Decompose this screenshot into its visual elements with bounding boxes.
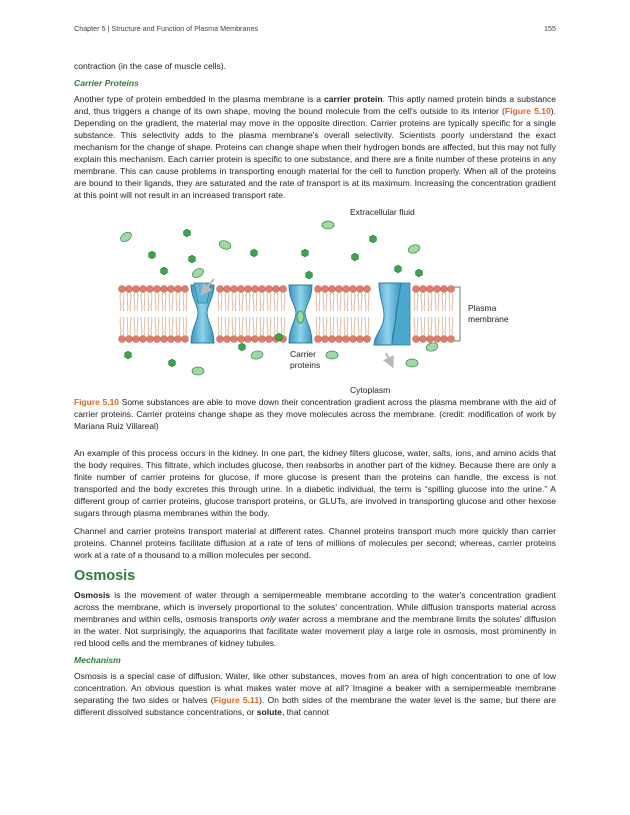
phospholipid-head (434, 286, 441, 293)
term-solute: solute (256, 707, 282, 718)
phospholipid-head (154, 336, 161, 343)
phospholipid-head (245, 286, 252, 293)
oval-molecule (406, 359, 418, 367)
phospholipid-head (336, 286, 343, 293)
lipid-tail (127, 317, 131, 335)
lipid-tail (358, 293, 362, 311)
lipid-tail (148, 293, 152, 311)
kidney-paragraph: An example of this process occurs in the kidney. In one part, the kidney filters glucose, water, salts, ions, and amino acids that the body requires. This filtrate, which includes glucose, then reabsorbs in another part of the kidney. Because there are only a finite number of carrier proteins for glucose, if more glucose is present than the proteins can handle, the excess is not transported and the body excretes this through urine. In a diabetic individual, the term is “spilling glucose into the urine.” A different group of carrier proteins, glucose transport proteins, or GLUTs, are involved in transporting glucose and other hexose sugars through plasma membranes within the body. (74, 448, 556, 519)
phospholipid-head (336, 336, 343, 343)
phospholipid-head (238, 336, 245, 343)
lipid-tail (365, 317, 369, 335)
phospholipid-head (217, 336, 224, 343)
term-carrier-protein: carrier protein (324, 94, 383, 105)
lipid-tail (260, 317, 264, 335)
text-run: , that cannot (281, 707, 329, 718)
lipid-tail (344, 293, 348, 311)
lipid-tail (183, 317, 187, 335)
lipid-tail (183, 293, 187, 311)
phospholipid-head (357, 336, 364, 343)
lipid-tail (176, 293, 180, 311)
lipid-tail (246, 317, 250, 335)
lipid-tail (274, 293, 278, 311)
lipid-tail (134, 317, 138, 335)
phospholipid-head (420, 286, 427, 293)
label-extracellular-fluid: Extracellular fluid (350, 207, 415, 218)
phospholipid-head (441, 336, 448, 343)
lipid-tail (246, 293, 250, 311)
oval-molecule (407, 244, 421, 256)
lipid-tail (442, 317, 446, 335)
phospholipid-head (217, 286, 224, 293)
lipid-tail (281, 317, 285, 335)
lipid-tail (134, 293, 138, 311)
lipid-tail (428, 317, 432, 335)
phospholipid-head (252, 286, 259, 293)
phospholipid-head (252, 336, 259, 343)
phospholipid-head (126, 336, 133, 343)
hexagon-molecule (352, 254, 359, 262)
phospholipid-head (259, 286, 266, 293)
phospholipid-head (343, 336, 350, 343)
phospholipid-head (350, 336, 357, 343)
phospholipid-head (350, 286, 357, 293)
text-run: ). On both sides of the membrane the water level is the same, but there are different dissolved substance concentrations, or (74, 695, 557, 718)
lipid-tail (330, 317, 334, 335)
chapter-title: Chapter 5 | Structure and Function of Plasma Membranes (74, 24, 259, 33)
phospholipid-head (119, 336, 126, 343)
lipid-tail (449, 317, 453, 335)
label-line: proteins (290, 359, 321, 370)
lipid-tail (225, 317, 229, 335)
hexagon-molecule (251, 250, 258, 258)
lipid-tail (330, 293, 334, 311)
hexagon-molecule (189, 256, 196, 264)
oval-molecule (191, 267, 205, 280)
emphasis-only-water: only water (260, 613, 300, 624)
lipid-tail (421, 293, 425, 311)
phospholipid-head (413, 336, 420, 343)
phospholipid-head (413, 286, 420, 293)
phospholipid-head (441, 286, 448, 293)
oval-molecule (326, 351, 338, 359)
phospholipid-head (224, 286, 231, 293)
phospholipid-head (322, 336, 329, 343)
phospholipid-head (420, 336, 427, 343)
hexagon-molecule (416, 270, 423, 278)
lipid-tail (414, 317, 418, 335)
lipid-tail (260, 293, 264, 311)
figure-5-11-link[interactable]: Figure 5.11 (213, 695, 260, 705)
lipid-tail (428, 293, 432, 311)
phospholipid-head (329, 286, 336, 293)
lipid-tail (358, 317, 362, 335)
lipid-tail (414, 293, 418, 311)
plasma-membrane-bracket (454, 287, 460, 341)
lipid-tail (435, 317, 439, 335)
lipid-tail (120, 293, 124, 311)
phospholipid-head (245, 336, 252, 343)
phospholipid-head (182, 336, 189, 343)
phospholipid-head (140, 286, 147, 293)
phospholipid-head (133, 336, 140, 343)
lipid-tail (225, 293, 229, 311)
hexagon-molecule (276, 334, 283, 342)
phospholipid-head (448, 286, 455, 293)
lipid-tail (323, 293, 327, 311)
text-run: ). Depending on the gradient, the material may move in the opposite direction. Carrier proteins are typically specific for a single substance. This selectivity adds to the plasma membrane's overall selectivity. Scientists poorly understand the exact mechanism for the change of shape. Proteins can change shape when their hydrogen bonds are affected, but this may not fully explain this mechanism. Each carrier protein is specific to one substance, and there are a finite number of these proteins in any membrane. This can cause problems in transporting enough material for the cell to function properly. When all of the proteins are bound to their ligands, they are saturated and the rate of transport is at its maximum. Increasing the concentration gradient at this point will not result in an increased transport rate. (74, 106, 556, 201)
lipid-tail (232, 293, 236, 311)
phospholipid-head (133, 286, 140, 293)
lipid-tail (253, 293, 257, 311)
lipid-tail (316, 317, 320, 335)
carrier-proteins-heading: Carrier Proteins (74, 78, 139, 89)
lipid-tail (442, 293, 446, 311)
lipid-tail (337, 317, 341, 335)
hexagon-molecule (169, 360, 176, 368)
lipid-tail (127, 293, 131, 311)
phospholipid-head (161, 336, 168, 343)
lipid-tail (155, 317, 159, 335)
phospholipid-head (147, 336, 154, 343)
lipid-tail (218, 317, 222, 335)
osmosis-paragraph (74, 589, 556, 649)
lipid-tail (267, 293, 271, 311)
carrier-protein-open-inside (374, 283, 410, 345)
carrier-proteins-group (191, 283, 410, 345)
lipid-tail (169, 317, 173, 335)
carrier-protein-figure (74, 205, 556, 397)
phospholipid-head (364, 286, 371, 293)
phospholipid-head (224, 336, 231, 343)
phospholipid-head (427, 336, 434, 343)
text-run: Another type of protein embedded in the plasma membrane is a (74, 94, 325, 105)
phospholipid-head (168, 286, 175, 293)
text-run: across a membrane and the membrane limits the solutes' diffusion in the water. Not surprisingly, the aquaporins that facilitate water movement play a large role in osmosis, most prominently in red blood cells and the membranes of kidney tubules. (74, 613, 556, 648)
carrier-proteins-paragraph (74, 93, 556, 201)
oval-molecule (119, 231, 133, 244)
figure-caption (74, 397, 556, 432)
phospholipid-head (168, 336, 175, 343)
oval-molecule (250, 350, 263, 360)
label-plasma-membrane (468, 303, 509, 324)
phospholipid-head (448, 336, 455, 343)
text-run: Osmosis is a special case of diffusion. Water, like other substances, moves from an area of high concentration to one of low concentration. An obvious question is what makes water move at all? Imagine a beaker with a semipermeable membrane separating the two sides or halves ( (74, 670, 556, 705)
mechanism-paragraph (74, 670, 556, 718)
phospholipid-head (259, 336, 266, 343)
phospholipid-head (315, 336, 322, 343)
lipid-tail (141, 317, 145, 335)
lipid-tail (218, 293, 222, 311)
page-number: 155 (544, 24, 556, 33)
lipid-tail (141, 293, 145, 311)
lipid-tail (344, 317, 348, 335)
lipid-tail (239, 317, 243, 335)
running-header (74, 24, 556, 36)
phospholipid-head (280, 286, 287, 293)
phospholipid-head (119, 286, 126, 293)
figure-5-10-link[interactable]: Figure 5.10 (504, 106, 551, 117)
carrier-protein-bound (289, 285, 312, 343)
hexagon-molecule (149, 252, 156, 260)
lipid-tail (169, 293, 173, 311)
phospholipid-head (434, 336, 441, 343)
hexagon-molecule (161, 268, 168, 276)
lipid-tail (281, 293, 285, 311)
phospholipid-head (161, 286, 168, 293)
phospholipid-head (322, 286, 329, 293)
hexagon-molecule (370, 236, 377, 244)
lipid-tail (323, 317, 327, 335)
phospholipid-head (140, 336, 147, 343)
phospholipid-head (126, 286, 133, 293)
page-content (74, 60, 556, 718)
label-carrier-proteins (290, 349, 320, 370)
phospholipid-head (238, 286, 245, 293)
oval-molecule (192, 367, 204, 375)
hexagon-molecule (395, 266, 402, 274)
phospholipid-head (266, 286, 273, 293)
term-osmosis: Osmosis (74, 589, 111, 600)
oval-molecule (425, 342, 439, 353)
lipid-tail (365, 293, 369, 311)
oval-molecule (218, 240, 232, 252)
text-run: . This aptly named protein binds a substance and, thus triggers a change of its own shape, moving the bound molecule from the cell's outside to its interior ( (74, 94, 556, 117)
lipid-tail (274, 317, 278, 335)
phospholipid-head (427, 286, 434, 293)
lipid-tail (155, 293, 159, 311)
lipid-tail (337, 293, 341, 311)
lipid-tail (176, 317, 180, 335)
phospholipid-head (315, 286, 322, 293)
phospholipid-head (266, 336, 273, 343)
hexagon-molecule (239, 344, 246, 352)
phospholipid-head (182, 286, 189, 293)
lipid-tail (148, 317, 152, 335)
hexagon-molecule (184, 230, 191, 238)
lipid-tail (449, 293, 453, 311)
label-cytoplasm: Cytoplasm (350, 385, 391, 396)
lipid-tail (162, 317, 166, 335)
phospholipid-head (175, 336, 182, 343)
lipid-tail (351, 317, 355, 335)
lipid-tail (232, 317, 236, 335)
lipid-tail (435, 293, 439, 311)
lipid-tail (162, 293, 166, 311)
text-run: is the movement of water through a semipermeable membrane according to the water's concentration gradient across the membrane, which is inversely proportional to the solutes' concentration. While diffusion transports material across membranes and within cells, osmosis transports (74, 589, 556, 624)
lipid-tail (421, 317, 425, 335)
caption-label: Figure 5.10 (74, 397, 119, 408)
phospholipid-head (343, 286, 350, 293)
lipid-tail (267, 317, 271, 335)
lipid-tail (120, 317, 124, 335)
osmosis-heading: Osmosis (74, 567, 136, 584)
lipid-tail (351, 293, 355, 311)
phospholipid-head (231, 336, 238, 343)
phospholipid-head (154, 286, 161, 293)
oval-molecule (322, 221, 334, 229)
phospholipid-head (329, 336, 336, 343)
mechanism-heading: Mechanism (74, 654, 121, 665)
hexagon-molecule (125, 352, 132, 360)
phospholipid-head (357, 286, 364, 293)
phospholipid-head (147, 286, 154, 293)
phospholipid-head (273, 286, 280, 293)
hexagon-molecule (302, 250, 309, 258)
caption-text: Some substances are able to move down their concentration gradient across the plasma membrane with the aid of carrier proteins. Carrier proteins change shape as they move molecules across the membrane. (credit: modification of work by Mariana Ruiz Villareal) (74, 397, 556, 431)
label-line: Plasma (468, 303, 497, 314)
channel-rate-paragraph: Channel and carrier proteins transport material at different rates. Channel proteins transport much more quickly than carrier proteins. Channel proteins facilitate diffusion at a rate of tens of millions of molecules per second; whereas, carrier proteins work at a rate of a thousand to a million molecules per second. (74, 525, 556, 560)
phospholipid-head (231, 286, 238, 293)
label-line: Carrier (290, 349, 316, 360)
label-line: membrane (468, 313, 509, 324)
lipid-tail (316, 293, 320, 311)
hexagon-molecule (306, 272, 313, 280)
intro-paragraph: contraction (in the case of muscle cells). (74, 61, 227, 71)
lipid-tail (239, 293, 243, 311)
phospholipid-head (175, 286, 182, 293)
phospholipid-head (364, 336, 371, 343)
lipid-tail (253, 317, 257, 335)
carrier-protein-open-outside (191, 283, 214, 343)
